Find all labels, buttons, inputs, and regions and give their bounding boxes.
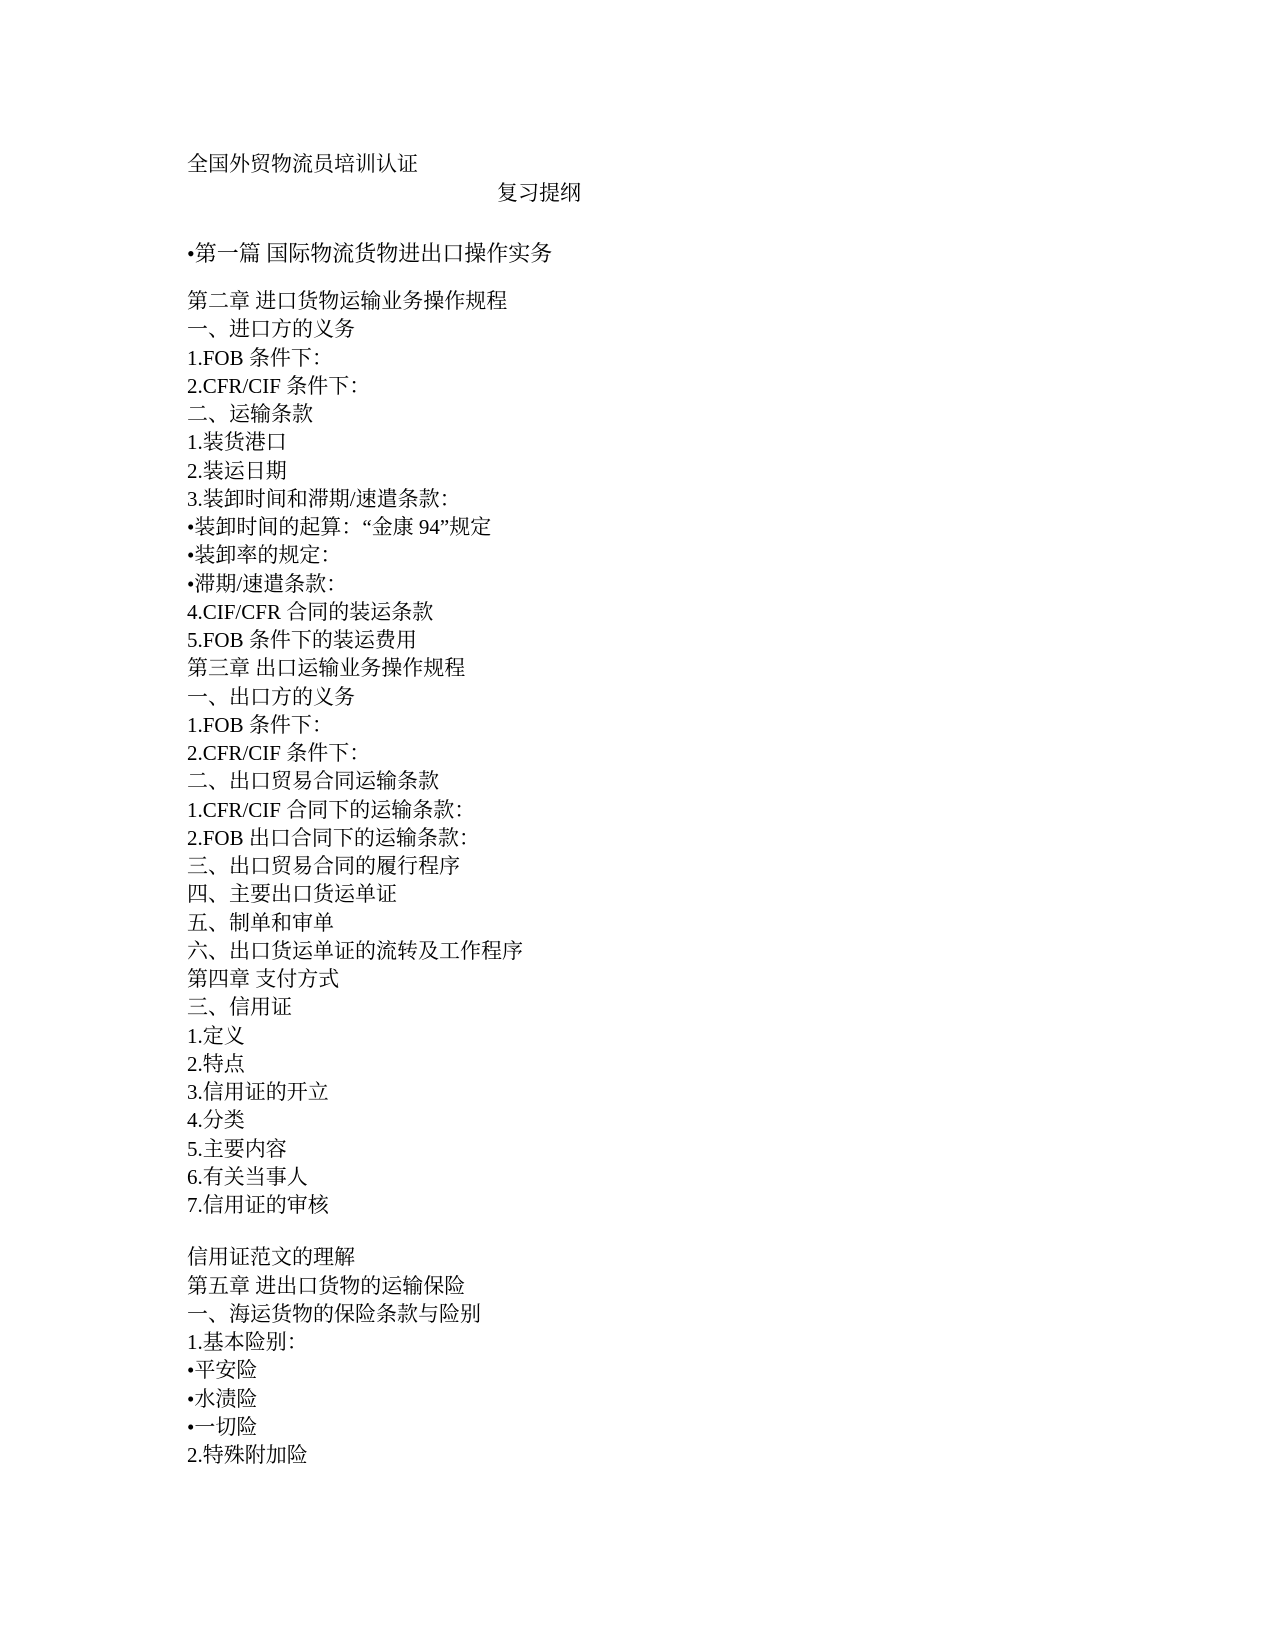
outline-item: 2.CFR/CIF 条件下： <box>187 741 371 765</box>
outline-item: 7.信用证的审核 <box>187 1193 329 1217</box>
outline-item: 5.主要内容 <box>187 1136 287 1161</box>
outline-item: 2.CFR/CIF 条件下： <box>187 373 371 398</box>
section-heading: 二、运输条款 <box>187 402 313 426</box>
outline-list <box>187 287 523 1469</box>
section-heading: 三、出口贸易合同的履行程序 <box>187 854 460 878</box>
outline-item: 1.FOB 条件下： <box>187 712 333 737</box>
section-heading: 一、进口方的义务 <box>187 317 355 342</box>
section-heading: 五、制单和审单 <box>187 910 334 935</box>
outline-item: 1.FOB 条件下： <box>187 345 333 370</box>
outline-item: 2.FOB 出口合同下的运输条款： <box>187 825 480 850</box>
outline-item: 5.FOB 条件下的装运费用 <box>187 628 417 652</box>
bullet-item: •装卸率的规定： <box>187 543 342 568</box>
outline-item: 4.CIF/CFR 合同的装运条款 <box>187 599 434 624</box>
outline-item: 3.装卸时间和滞期/速遣条款： <box>187 486 461 511</box>
outline-note: 信用证范文的理解 <box>187 1245 355 1270</box>
bullet-item: •滞期/速遣条款： <box>187 571 348 596</box>
outline-item: 2.装运日期 <box>187 458 287 483</box>
document-title: 全国外贸物流员培训认证 <box>187 152 418 176</box>
bullet-item: •平安险 <box>187 1358 258 1383</box>
document-subtitle: 复习提纲 <box>497 181 581 205</box>
outline-item: 1.基本险别： <box>187 1330 308 1354</box>
outline-item: 3.信用证的开立 <box>187 1080 329 1104</box>
outline-item: 1.定义 <box>187 1023 245 1048</box>
section-heading: 一、海运货物的保险条款与险别 <box>187 1301 481 1326</box>
outline-item: 2.特点 <box>187 1051 245 1076</box>
outline-item: 1.装货港口 <box>187 430 287 455</box>
section-heading: 一、出口方的义务 <box>187 684 355 709</box>
chapter-heading: 第五章 进出口货物的运输保险 <box>187 1273 466 1298</box>
section-heading: 六、出口货运单证的流转及工作程序 <box>187 938 523 963</box>
chapter-heading: 第二章 进口货物运输业务操作规程 <box>187 289 508 313</box>
section-heading: 四、主要出口货运单证 <box>187 882 397 907</box>
bullet-item: •水渍险 <box>187 1386 258 1411</box>
outline-item: 4.分类 <box>187 1108 245 1133</box>
outline-item: 6.有关当事人 <box>187 1164 308 1189</box>
section-heading: 三、信用证 <box>187 995 292 1020</box>
bullet-item: •装卸时间的起算：“金康 94”规定 <box>187 515 492 539</box>
chapter-heading: 第三章 出口运输业务操作规程 <box>187 656 466 681</box>
section-heading: 二、出口贸易合同运输条款 <box>187 769 439 794</box>
bullet-item: •一切险 <box>187 1414 258 1439</box>
outline-item: 2.特殊附加险 <box>187 1443 308 1467</box>
chapter-heading: 第四章 支付方式 <box>187 967 340 991</box>
outline-item: 1.CFR/CIF 合同下的运输条款： <box>187 797 476 822</box>
part-heading: •第一篇 国际物流货物进出口操作实务 <box>187 241 553 266</box>
